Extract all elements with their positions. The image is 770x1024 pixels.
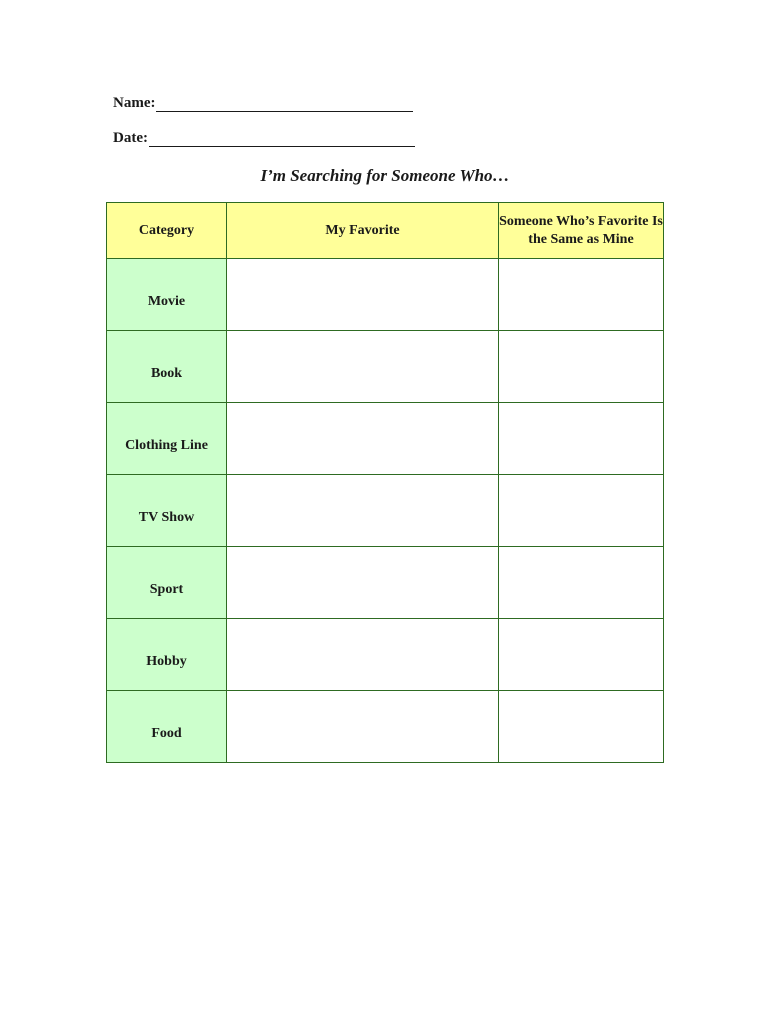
someone-same-cell[interactable] — [499, 475, 664, 547]
category-cell — [107, 259, 227, 331]
header-row — [107, 203, 664, 259]
someone-same-cell[interactable] — [499, 403, 664, 475]
my-favorite-cell[interactable] — [227, 691, 499, 763]
category-cell — [107, 547, 227, 619]
header-someone-same: Someone Who’s Favorite Is the Same as Mine — [499, 203, 664, 259]
name-label: Name: — [113, 95, 156, 111]
category-label: Clothing Line — [125, 437, 208, 453]
table-row — [107, 475, 664, 547]
my-favorite-cell[interactable] — [227, 547, 499, 619]
table-row — [107, 259, 664, 331]
someone-same-cell[interactable] — [499, 259, 664, 331]
header-my-favorite: My Favorite — [227, 203, 499, 259]
category-label: Food — [151, 725, 182, 741]
category-label: TV Show — [138, 509, 195, 525]
someone-same-cell[interactable] — [499, 619, 664, 691]
table-row — [107, 691, 664, 763]
table-row — [107, 619, 664, 691]
table-row — [107, 403, 664, 475]
category-label: Sport — [149, 581, 184, 597]
category-cell — [107, 403, 227, 475]
my-favorite-cell[interactable] — [227, 475, 499, 547]
category-label: Hobby — [146, 653, 187, 669]
name-field — [113, 94, 413, 112]
someone-same-cell[interactable] — [499, 691, 664, 763]
date-field — [113, 129, 415, 147]
my-favorite-cell[interactable] — [227, 331, 499, 403]
name-blank-line[interactable] — [156, 97, 413, 112]
someone-same-cell[interactable] — [499, 547, 664, 619]
category-cell — [107, 691, 227, 763]
worksheet-title: I’m Searching for Someone Who… — [260, 166, 510, 185]
header-category: Category — [107, 203, 227, 259]
someone-same-cell[interactable] — [499, 331, 664, 403]
category-cell — [107, 331, 227, 403]
category-cell — [107, 619, 227, 691]
category-label: Book — [150, 365, 183, 381]
my-favorite-cell[interactable] — [227, 403, 499, 475]
category-label: Movie — [147, 293, 186, 309]
date-blank-line[interactable] — [149, 132, 415, 147]
table-row — [107, 331, 664, 403]
date-label: Date: — [113, 130, 148, 146]
category-cell — [107, 475, 227, 547]
my-favorite-cell[interactable] — [227, 259, 499, 331]
my-favorite-cell[interactable] — [227, 619, 499, 691]
favorites-table — [106, 202, 664, 763]
table-row — [107, 547, 664, 619]
